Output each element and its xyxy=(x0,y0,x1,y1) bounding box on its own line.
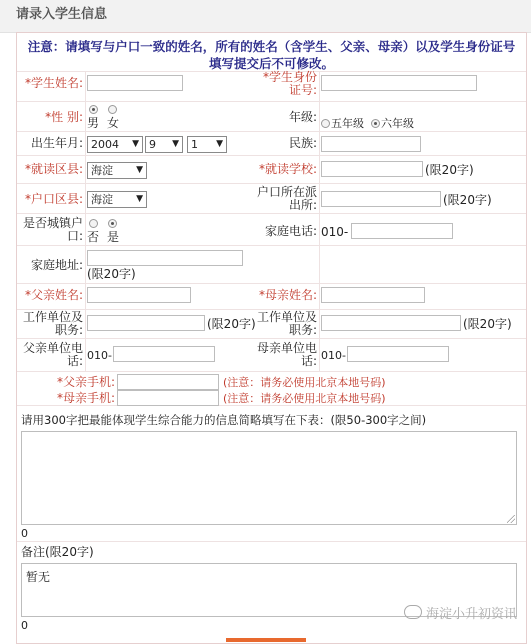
birth-day-select[interactable] xyxy=(187,136,227,153)
district-value: 海淀 xyxy=(91,164,113,177)
mother-phone-label: 母亲单位电话: xyxy=(257,341,318,368)
father-mobile-label: *父亲手机: xyxy=(56,375,115,389)
address-label: 家庭地址: xyxy=(30,258,83,272)
grade-6-text: 六年级 xyxy=(381,117,414,130)
gender-male-text: 男 xyxy=(87,116,100,130)
school-label: *就读学校: xyxy=(258,162,317,176)
notice-text: 注意：请填写与户口一致的姓名，所有的姓名（含学生、父亲、母亲）以及学生身份证号填写提交后不可修改。 xyxy=(27,39,516,71)
watermark-text: 海淀小升初资讯 xyxy=(425,607,517,622)
student-id-label: *学生身份证号: xyxy=(262,70,317,97)
father-work-input[interactable] xyxy=(87,315,205,331)
ethnicity-label: 民族: xyxy=(288,136,317,150)
birth-year-select[interactable] xyxy=(87,136,143,153)
mother-work-label: 工作单位及职务: xyxy=(257,310,318,337)
submit-button[interactable] xyxy=(226,638,306,642)
urban-yes-text: 是 xyxy=(107,230,120,244)
chevron-down-icon: ▼ xyxy=(172,139,179,149)
grade-6-radio[interactable] xyxy=(371,119,380,128)
grade-5-text: 五年级 xyxy=(331,117,364,130)
father-phone-prefix: 010- xyxy=(87,349,112,362)
father-work-label: 工作单位及职务: xyxy=(22,310,83,337)
mother-mobile-input[interactable] xyxy=(117,390,219,406)
school-input[interactable] xyxy=(321,161,423,177)
student-info-form xyxy=(16,32,527,644)
home-phone-prefix: 010- xyxy=(321,225,349,239)
mother-work-input[interactable] xyxy=(321,315,461,331)
address-input[interactable] xyxy=(87,250,243,266)
summary-textarea[interactable] xyxy=(21,431,517,525)
school-limit: (限20字) xyxy=(425,163,474,177)
home-phone-input[interactable] xyxy=(351,223,453,239)
birth-month-value: 9 xyxy=(149,138,156,151)
mother-name-input[interactable] xyxy=(321,287,425,303)
father-phone-input[interactable] xyxy=(113,346,215,362)
birth-year-value: 2004 xyxy=(91,138,119,151)
remarks-count: 0 xyxy=(21,619,28,632)
father-name-input[interactable] xyxy=(87,287,191,303)
mother-name-label: *母亲姓名: xyxy=(258,288,317,302)
gender-female-radio[interactable] xyxy=(108,105,117,114)
father-mobile-input[interactable] xyxy=(117,374,219,390)
remarks-value: 暂无 xyxy=(26,570,51,584)
grade-label: 年级: xyxy=(288,110,317,124)
urban-no-text: 否 xyxy=(87,230,100,244)
mother-mobile-note: (注意：请务必使用北京本地号码) xyxy=(223,392,386,405)
mother-work-limit: (限20字) xyxy=(463,317,512,331)
summary-prompt: 请用300字把最能体现学生综合能力的信息简略填写在下表：(限50-300字之间) xyxy=(21,413,427,427)
police-input[interactable] xyxy=(321,191,441,207)
hukou-district-label: *户口区县: xyxy=(24,192,83,206)
student-name-input[interactable] xyxy=(87,75,183,91)
birth-day-value: 1 xyxy=(191,138,198,151)
gender-male-radio[interactable] xyxy=(89,105,98,114)
remarks-label: 备注(限20字) xyxy=(21,545,94,559)
hukou-district-select[interactable] xyxy=(87,191,147,208)
watermark xyxy=(404,603,517,622)
hukou-district-value: 海淀 xyxy=(91,193,113,206)
gender-label: *性 别: xyxy=(45,110,83,124)
chevron-down-icon: ▼ xyxy=(132,139,139,149)
mother-phone-prefix: 010- xyxy=(321,349,346,362)
student-id-input[interactable] xyxy=(321,75,477,91)
wechat-icon xyxy=(404,605,422,619)
urban-no-radio[interactable] xyxy=(89,219,98,228)
police-limit: (限20字) xyxy=(443,193,492,207)
ethnicity-input[interactable] xyxy=(321,136,421,152)
address-limit: (限20字) xyxy=(87,267,136,281)
urban-label: 是否城镇户口: xyxy=(22,216,83,243)
urban-yes-radio[interactable] xyxy=(108,219,117,228)
mother-mobile-label: *母亲手机: xyxy=(56,391,115,405)
student-name-label: *学生姓名: xyxy=(24,76,83,90)
father-name-label: *父亲姓名: xyxy=(24,288,83,302)
chevron-down-icon: ▼ xyxy=(216,139,223,149)
mother-phone-input[interactable] xyxy=(347,346,449,362)
birth-label: 出生年月: xyxy=(30,136,83,150)
resize-grip-icon[interactable] xyxy=(507,515,515,523)
birth-month-select[interactable] xyxy=(145,136,183,153)
father-phone-label: 父亲单位电话: xyxy=(22,341,83,368)
home-phone-label: 家庭电话: xyxy=(264,224,317,238)
gender-female-text: 女 xyxy=(107,116,120,130)
district-select[interactable] xyxy=(87,162,147,179)
summary-count: 0 xyxy=(21,527,28,540)
father-work-limit: (限20字) xyxy=(207,317,256,331)
father-mobile-note: (注意：请务必使用北京本地号码) xyxy=(223,376,386,389)
district-label: *就读区县: xyxy=(24,162,83,176)
chevron-down-icon: ▼ xyxy=(136,165,143,175)
police-label: 户口所在派出所: xyxy=(257,185,318,212)
grade-5-radio[interactable] xyxy=(321,119,330,128)
chevron-down-icon: ▼ xyxy=(136,194,143,204)
page-title: 请录入学生信息 xyxy=(0,0,531,33)
